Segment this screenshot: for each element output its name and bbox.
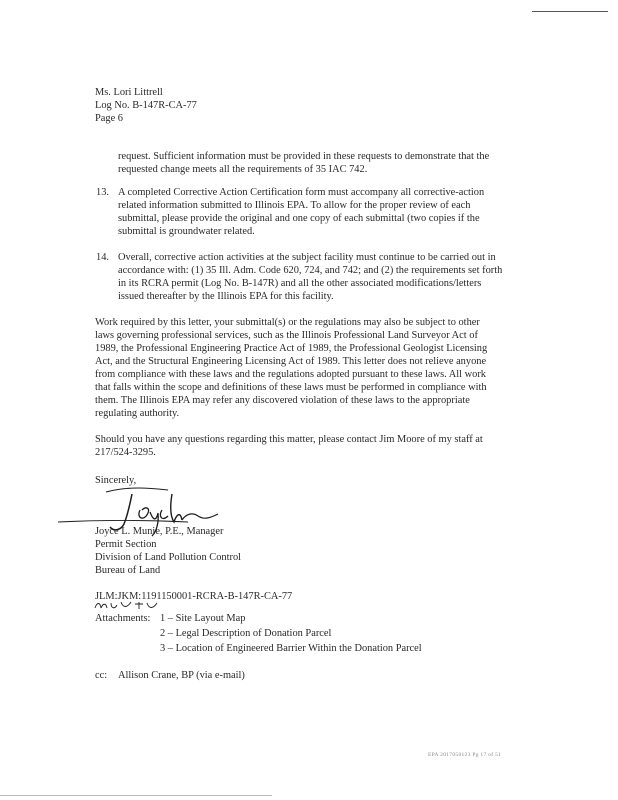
bottom-rule bbox=[0, 795, 272, 796]
top-rule bbox=[532, 11, 608, 12]
signer-bureau: Bureau of Land bbox=[95, 565, 161, 576]
work-paragraph-line: regulating authority. bbox=[95, 408, 180, 419]
item-line: issued thereafter by the Illinois EPA for this facility. bbox=[118, 291, 334, 302]
attachment-item: 3 – Location of Engineered Barrier Within the Donation Parcel bbox=[160, 643, 422, 654]
reference-code: JLM:JKM:1191150001-RCRA-B-147R-CA-77 bbox=[95, 591, 293, 602]
handwritten-initials bbox=[93, 599, 163, 611]
item-number: 14. bbox=[96, 252, 109, 263]
attachments-label: Attachments: bbox=[95, 613, 151, 624]
continuation-line: requested change meets all the requirements of 35 IAC 742. bbox=[118, 164, 368, 175]
signer-name-title: Joyce L. Munie, P.E., Manager bbox=[95, 526, 224, 537]
work-paragraph-line: laws governing professional services, such as the Illinois Professional Land Surveyor Act of bbox=[95, 330, 478, 341]
item-line: in its RCRA permit (Log No. B-147R) and all the other associated modifications/letters bbox=[118, 278, 482, 289]
work-paragraph-line: 1989, the Professional Engineering Practice Act of 1989, the Professional Geologist Licensing bbox=[95, 343, 488, 354]
item-line: accordance with: (1) 35 Ill. Adm. Code 620, 724, and 742; and (2) the requirements set forth bbox=[118, 265, 503, 276]
attachment-item: 1 – Site Layout Map bbox=[160, 613, 246, 624]
item-line: submittal, please provide the original and one copy of each submittal (two copies if the bbox=[118, 213, 480, 224]
item-line: related information submitted to Illinois EPA. To allow for the proper review of each bbox=[118, 200, 471, 211]
closing: Sincerely, bbox=[95, 475, 137, 486]
item-number: 13. bbox=[96, 187, 109, 198]
log-number: Log No. B-147R-CA-77 bbox=[95, 100, 197, 111]
cc-recipient: Allison Crane, BP (via e-mail) bbox=[118, 670, 245, 681]
work-paragraph-line: that falls within the scope and definitions of these laws must be performed in compliance with bbox=[95, 382, 487, 393]
continuation-line: request. Sufficient information must be provided in these requests to demonstrate that the bbox=[118, 151, 490, 162]
work-paragraph-line: them. The Illinois EPA may refer any discovered violation of these laws to the appropriate bbox=[95, 395, 470, 406]
work-paragraph-line: Act, and the Structural Engineering Licensing Act of 1989. This letter does not relieve anyone bbox=[95, 356, 487, 367]
cc-label: cc: bbox=[95, 670, 108, 681]
item-line: Overall, corrective action activities at the subject facility must continue to be carried out in bbox=[118, 252, 496, 263]
questions-line: Should you have any questions regarding this matter, please contact Jim Moore of my staff at bbox=[95, 434, 483, 445]
work-paragraph-line: from compliance with these laws and the regulations adopted pursuant to these laws. All work bbox=[95, 369, 486, 380]
signer-section: Permit Section bbox=[95, 539, 157, 550]
work-paragraph-line: Work required by this letter, your submittal(s) or the regulations may also be subject to other bbox=[95, 317, 480, 328]
page-number: Page 6 bbox=[95, 113, 123, 124]
recipient-name: Ms. Lori Littrell bbox=[95, 87, 163, 98]
questions-line: 217/524-3295. bbox=[95, 447, 156, 458]
document-id-footer: EPA 2017050123 Pg 17 of 51 bbox=[428, 752, 502, 758]
signer-division: Division of Land Pollution Control bbox=[95, 552, 242, 563]
item-line: A completed Corrective Action Certification form must accompany all corrective-action bbox=[118, 187, 485, 198]
attachment-item: 2 – Legal Description of Donation Parcel bbox=[160, 628, 332, 639]
item-line: submittal is groundwater related. bbox=[118, 226, 255, 237]
